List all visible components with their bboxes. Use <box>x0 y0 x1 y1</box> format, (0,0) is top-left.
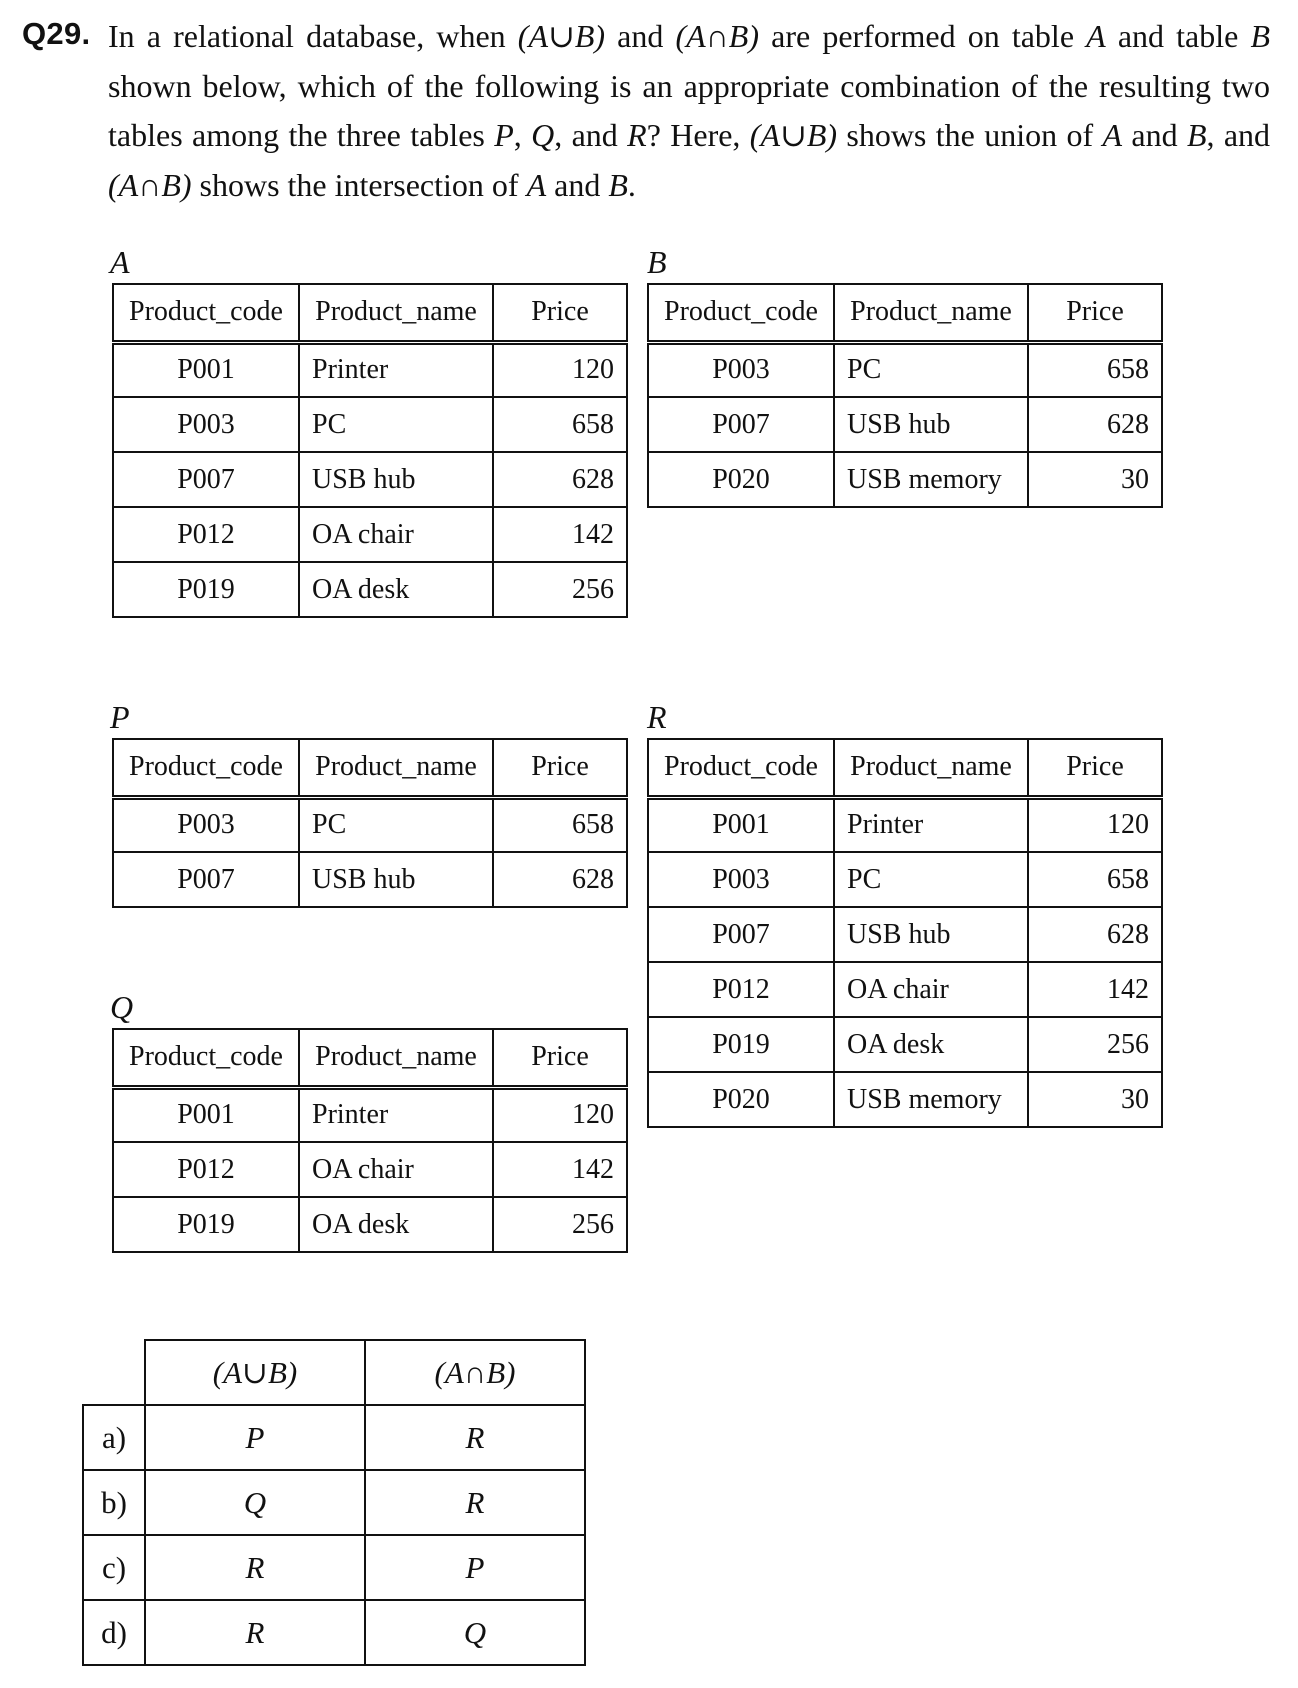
cell-product-name: PC <box>834 342 1028 397</box>
answer-option-a[interactable] <box>83 1405 585 1470</box>
table-q-label: Q <box>110 989 134 1025</box>
cell-product-code: P007 <box>113 852 299 907</box>
cell-product-code: P019 <box>113 1197 299 1252</box>
cell-price: 628 <box>1028 907 1162 962</box>
table-row <box>113 1087 627 1142</box>
cell-price: 30 <box>1028 452 1162 507</box>
cell-price: 142 <box>493 507 627 562</box>
cell-product-name: OA desk <box>299 1197 493 1252</box>
cell-price: 256 <box>1028 1017 1162 1072</box>
cell-product-name: Printer <box>834 797 1028 852</box>
header-product-name: Product_name <box>299 1029 493 1087</box>
header-product-name: Product_name <box>834 284 1028 342</box>
cell-product-name: PC <box>299 397 493 452</box>
header-product-code: Product_code <box>648 739 834 797</box>
answer-header-intersection: (A∩B) <box>365 1340 585 1405</box>
table-r-label: R <box>647 699 667 735</box>
cell-product-name: OA desk <box>299 562 493 617</box>
table-b <box>647 283 1163 508</box>
table-row <box>648 342 1162 397</box>
header-price: Price <box>1028 739 1162 797</box>
option-label: c) <box>83 1535 145 1600</box>
header-product-code: Product_code <box>113 739 299 797</box>
table-row <box>113 852 627 907</box>
option-intersection: Q <box>365 1600 585 1665</box>
cell-price: 628 <box>493 852 627 907</box>
table-row <box>648 797 1162 852</box>
cell-product-code: P007 <box>113 452 299 507</box>
option-union: P <box>145 1405 365 1470</box>
table-row <box>648 852 1162 907</box>
cell-product-code: P012 <box>113 1142 299 1197</box>
table-row <box>648 907 1162 962</box>
option-intersection: P <box>365 1535 585 1600</box>
cell-product-code: P019 <box>113 562 299 617</box>
cell-product-code: P007 <box>648 907 834 962</box>
cell-price: 120 <box>493 1087 627 1142</box>
cell-product-code: P001 <box>113 1087 299 1142</box>
answer-options-table <box>82 1339 586 1666</box>
cell-product-code: P003 <box>648 852 834 907</box>
cell-product-code: P012 <box>648 962 834 1017</box>
option-label: a) <box>83 1405 145 1470</box>
table-b-label: B <box>647 244 667 280</box>
cell-price: 628 <box>493 452 627 507</box>
cell-product-name: OA chair <box>299 1142 493 1197</box>
header-price: Price <box>1028 284 1162 342</box>
cell-price: 120 <box>493 342 627 397</box>
cell-product-code: P003 <box>113 797 299 852</box>
table-p-label: P <box>110 699 130 735</box>
cell-product-code: P001 <box>113 342 299 397</box>
cell-product-code: P007 <box>648 397 834 452</box>
cell-product-name: Printer <box>299 342 493 397</box>
cell-product-code: P012 <box>113 507 299 562</box>
cell-product-name: USB hub <box>299 452 493 507</box>
header-product-name: Product_name <box>299 739 493 797</box>
cell-price: 628 <box>1028 397 1162 452</box>
cell-product-name: PC <box>299 797 493 852</box>
table-row <box>648 962 1162 1017</box>
answer-option-c[interactable] <box>83 1535 585 1600</box>
answer-option-d[interactable] <box>83 1600 585 1665</box>
cell-product-name: USB hub <box>834 907 1028 962</box>
cell-price: 658 <box>493 797 627 852</box>
cell-product-name: USB hub <box>299 852 493 907</box>
option-union: R <box>145 1600 365 1665</box>
header-price: Price <box>493 739 627 797</box>
table-row <box>113 1142 627 1197</box>
cell-product-name: OA chair <box>834 962 1028 1017</box>
answer-corner <box>83 1340 145 1405</box>
table-row <box>113 507 627 562</box>
answer-header-union: (A∪B) <box>145 1340 365 1405</box>
header-product-code: Product_code <box>113 284 299 342</box>
table-row <box>648 1072 1162 1127</box>
table-row <box>113 342 627 397</box>
table-row <box>113 397 627 452</box>
table-p <box>112 738 628 908</box>
header-product-name: Product_name <box>299 284 493 342</box>
table-row <box>113 562 627 617</box>
cell-product-name: PC <box>834 852 1028 907</box>
option-union: R <box>145 1535 365 1600</box>
cell-price: 142 <box>493 1142 627 1197</box>
table-row <box>648 1017 1162 1072</box>
cell-price: 658 <box>493 397 627 452</box>
cell-product-code: P003 <box>113 397 299 452</box>
header-product-name: Product_name <box>834 739 1028 797</box>
table-row <box>648 397 1162 452</box>
cell-price: 120 <box>1028 797 1162 852</box>
cell-product-code: P001 <box>648 797 834 852</box>
table-row <box>113 1197 627 1252</box>
cell-product-code: P003 <box>648 342 834 397</box>
table-row <box>648 452 1162 507</box>
question-text: In a relational database, when (A∪B) and (A∩B) are performed on table A and table B shown below, which of the following is an appropriate combination of the resulting two tables among the three tables P, Q, and R? Here, (A∪B) shows the union of A and B, and (A∩B) shows the intersection of A and B. <box>108 18 1271 203</box>
option-label: d) <box>83 1600 145 1665</box>
cell-price: 142 <box>1028 962 1162 1017</box>
header-price: Price <box>493 284 627 342</box>
table-a <box>112 283 628 618</box>
cell-price: 658 <box>1028 852 1162 907</box>
header-product-code: Product_code <box>113 1029 299 1087</box>
cell-product-code: P020 <box>648 452 834 507</box>
cell-product-name: USB memory <box>834 1072 1028 1127</box>
option-intersection: R <box>365 1470 585 1535</box>
cell-product-name: OA chair <box>299 507 493 562</box>
cell-price: 256 <box>493 562 627 617</box>
cell-price: 30 <box>1028 1072 1162 1127</box>
cell-product-name: USB hub <box>834 397 1028 452</box>
table-q <box>112 1028 628 1253</box>
cell-price: 256 <box>493 1197 627 1252</box>
header-product-code: Product_code <box>648 284 834 342</box>
cell-product-name: OA desk <box>834 1017 1028 1072</box>
answer-option-b[interactable] <box>83 1470 585 1535</box>
table-a-label: A <box>110 244 130 280</box>
question-number: Q29. <box>22 16 91 51</box>
cell-product-name: Printer <box>299 1087 493 1142</box>
cell-product-code: P019 <box>648 1017 834 1072</box>
table-row <box>113 797 627 852</box>
table-r <box>647 738 1163 1128</box>
cell-product-code: P020 <box>648 1072 834 1127</box>
option-union: Q <box>145 1470 365 1535</box>
cell-product-name: USB memory <box>834 452 1028 507</box>
header-price: Price <box>493 1029 627 1087</box>
option-intersection: R <box>365 1405 585 1470</box>
cell-price: 658 <box>1028 342 1162 397</box>
table-row <box>113 452 627 507</box>
option-label: b) <box>83 1470 145 1535</box>
